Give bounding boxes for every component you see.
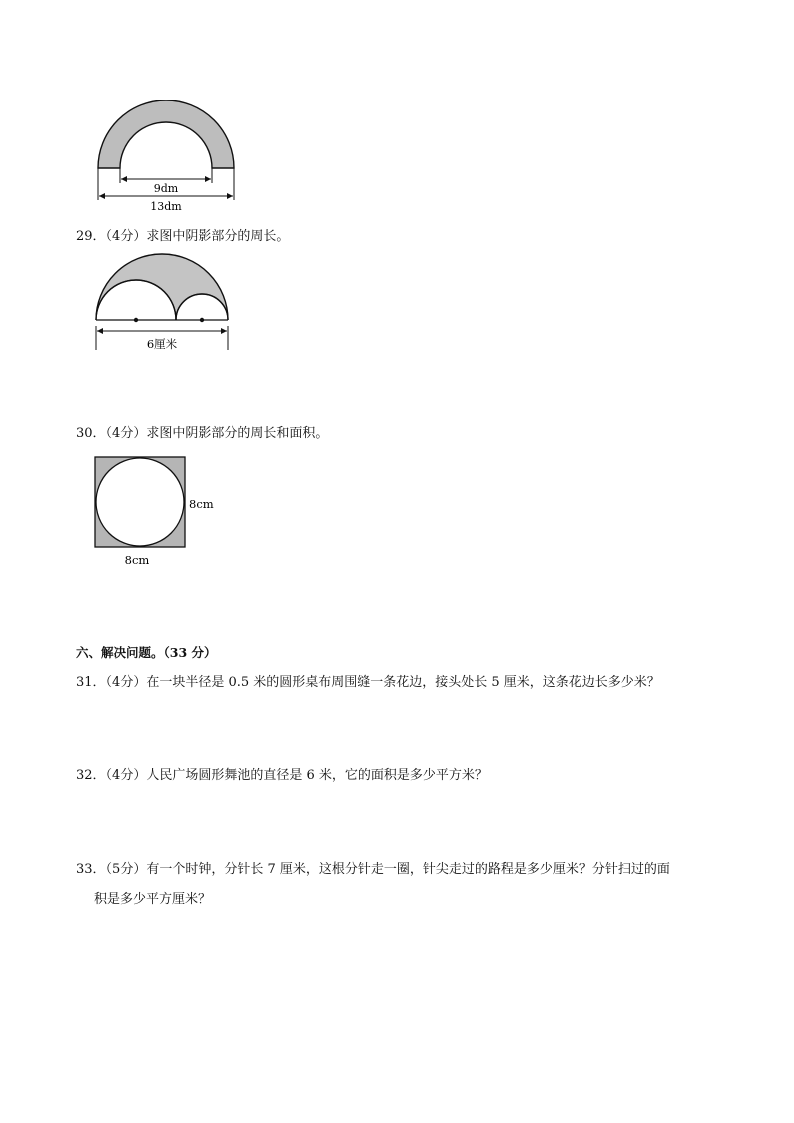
- problem-number: 33．: [76, 862, 106, 877]
- question-text: （4分）求图中阴影部分的周长和面积。: [105, 426, 329, 441]
- problem-number: 31．: [76, 675, 106, 690]
- shaded-ring: [98, 100, 234, 168]
- semicircles-figure: [88, 250, 238, 355]
- outer-diameter-label: 13dm: [150, 200, 182, 213]
- problem-text: （4分）人民广场圆形舞池的直径是 6 米，它的面积是多少平方米？: [105, 768, 488, 783]
- center-dot-right: [200, 318, 204, 322]
- problem-32: [76, 766, 488, 786]
- inner-arrow-left: [121, 176, 127, 182]
- problem-33-continued: [94, 890, 211, 910]
- dim-arrow-left: [97, 328, 103, 334]
- semi-ring-figure: [90, 100, 250, 215]
- problem-31: [76, 673, 660, 693]
- inscribed-circle: [96, 458, 184, 546]
- problem-number: 32．: [76, 768, 106, 783]
- problem-text: （5分）有一个时钟，分针长 7 厘米，这根分针走一圈，针尖走过的路程是多少厘米？分针扫过的面: [105, 862, 670, 877]
- dim-arrow-right: [221, 328, 227, 334]
- outer-arrow-right: [227, 193, 233, 199]
- shaded-region: [96, 254, 228, 320]
- bottom-length-label: 8cm: [124, 553, 150, 567]
- question-29: [76, 227, 289, 247]
- side-length-label: 8cm: [189, 497, 214, 511]
- square-circle-figure: [90, 452, 230, 572]
- question-number: 29．: [76, 229, 106, 244]
- question-text: （4分）求图中阴影部分的周长。: [105, 229, 290, 244]
- inner-diameter-label: 9dm: [153, 182, 179, 195]
- outer-arrow-left: [99, 193, 105, 199]
- base-length-label: 6厘米: [146, 337, 178, 351]
- problem-text: （4分）在一块半径是 0.5 米的圆形桌布周围缝一条花边，接头处长 5 厘米，这条花边长多少米？: [105, 675, 660, 690]
- problem-33: [76, 860, 670, 880]
- center-dot-left: [134, 318, 138, 322]
- question-30: [76, 424, 328, 444]
- problem-text-continued: 积是多少平方厘米？: [94, 892, 212, 907]
- question-number: 30．: [76, 426, 106, 441]
- inner-arrow-right: [205, 176, 211, 182]
- section-title: 六、解决问题。（33 分）: [76, 645, 217, 660]
